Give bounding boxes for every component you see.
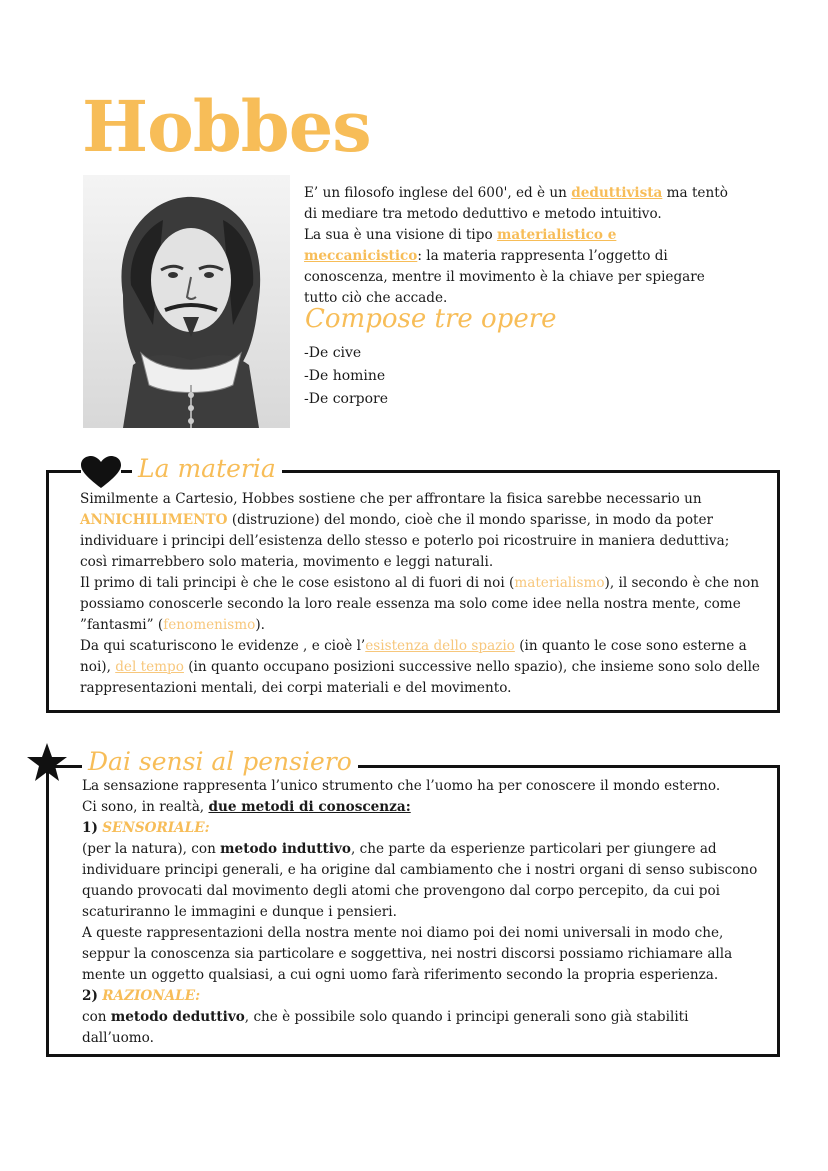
highlight-materialistico: materialistico e meccanicistico [304,227,617,264]
hobbes-portrait-image [83,175,290,428]
heart-icon [81,456,121,490]
highlight-fenomenismo: fenomenismo [163,617,256,633]
opere-list [304,342,388,411]
materia-heading: La materia [132,454,282,483]
highlight-spazio: esistenza dello spazio [365,638,515,654]
star-icon [26,742,68,784]
highlight-tempo: del tempo [115,659,184,675]
highlight-annichilimento: ANNICHILIMENTO [80,512,228,528]
subheading-razionale: RAZIONALE: [102,988,201,1004]
highlight-deduttivista: deduttivista [571,185,663,201]
sensi-text: La sensazione rappresenta l’unico strumento che l’uomo ha per conoscere il mondo esterno. Ci sono, in realtà, due metodi di conoscenza: 1) SENSORIALE: (per la natura), con metodo induttivo, che parte da esperienze particolari per giungere ad individuare principi generali, e ha origine dal cambiamento che i nostri organi di senso subiscono quando provocati dal movimento degli atomi che provengono dal corpo percepito, da cui poi scaturiranno le immagini e dunque i pensieri. A queste rappresentazioni della nostra mente noi diamo poi dei nomi universali in modo che, seppur la conoscenza sia particolare e soggettiva, nei nostri discorsi possiamo richiamare alla mente un oggetto qualsiasi, a cui ogni uomo farà riferimento secondo la propria esperienza. 2) RAZIONALE: con metodo deduttivo, che è possibile solo quando i principi generali sono già stabiliti dall’uomo. [82,778,758,1046]
intro-text: E’ un filosofo inglese del 600', ed è un deduttivista ma tentò di mediare tra metodo deduttivo e metodo intuitivo. La sua è una visione di tipo materialistico e meccanicistico: la materia rappresenta l’oggetto di conoscenza, mentre il movimento è la chiave per spiegare tutto ciò che accade. [304,185,728,306]
page-title: Hobbes [82,85,371,168]
subheading-sensoriale: SENSORIALE: [102,820,210,836]
materia-text: Similmente a Cartesio, Hobbes sostiene che per affrontare la fisica sarebbe necessario un ANNICHILIMENTO (distruzione) del mondo, cioè che il mondo sparisse, in modo da poter individuare i principi dell’esistenza dello stesso e poterlo poi ricostruire in maniera deduttiva; così rimarrebbero solo materia, movimento e leggi naturali. Il primo di tali principi è che le cose esistono al di fuori di noi (materialismo), il secondo è che non possiamo conoscerle secondo la loro reale essenza ma solo come idee nella nostra mente, come ”fantasmi” (fenomenismo). Da qui scaturiscono le evidenze , e cioè l’esistenza dello spazio (in quanto le cose sono esterne a noi), del tempo (in quanto occupano posizioni successive nello spazio), che insieme sono solo delle rappresentazioni mentali, dei corpi materiali e del movimento. [80,491,760,696]
opere-heading: Compose tre opere [305,304,557,334]
list-item: -De homine [304,368,386,384]
highlight-materialismo: materialismo [514,575,605,591]
sensi-heading: Dai sensi al pensiero [82,747,358,776]
list-item: -De corpore [304,391,389,407]
list-item: -De cive [304,345,362,361]
